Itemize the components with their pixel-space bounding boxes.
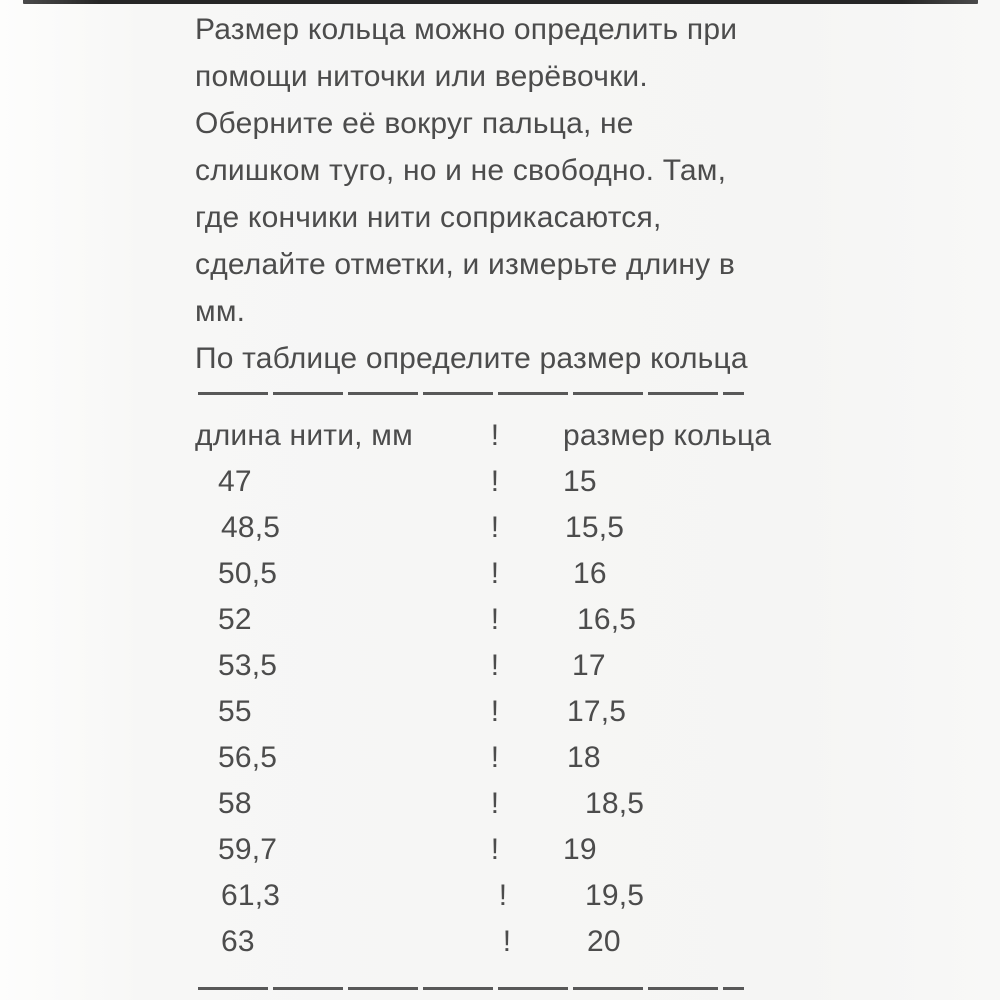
table-row (195, 735, 835, 781)
separator-cell: ! (490, 695, 500, 728)
table-row (195, 873, 835, 919)
paragraph-line: слишком туго, но и не свободно. Там, (195, 154, 727, 187)
table-row (195, 827, 835, 873)
ring-size-table (195, 413, 835, 965)
ring-size-cell: 18,5 (585, 787, 645, 820)
paragraph-line: Размер кольца можно определить при (195, 13, 738, 46)
table-row (195, 781, 835, 827)
paragraph-line: где кончики нити соприкасаются, (195, 201, 662, 234)
ring-size-cell: 17 (572, 649, 606, 682)
paragraph-line: помощи ниточки или верёвочки. (195, 60, 648, 93)
thread-length-cell: 61,3 (221, 879, 281, 912)
separator-cell: ! (490, 741, 500, 774)
thread-length-cell: 47 (218, 465, 252, 498)
table-row (195, 919, 835, 965)
separator-cell: ! (490, 649, 500, 682)
divider-line-bottom (198, 987, 744, 990)
separator-cell: ! (502, 925, 512, 958)
divider-line-top (198, 392, 744, 395)
thread-length-cell: 50,5 (218, 557, 278, 590)
thread-length-cell: 58 (218, 787, 252, 820)
thread-length-header: длина нити, мм (195, 419, 413, 452)
thread-length-cell: 48,5 (221, 511, 281, 544)
thread-length-cell: 55 (218, 695, 252, 728)
ring-size-cell: 19 (563, 833, 597, 866)
top-edge-bar (23, 0, 978, 4)
table-row (195, 643, 835, 689)
separator-cell: ! (498, 879, 508, 912)
paragraph-line: мм. (195, 295, 246, 328)
table-body (195, 459, 835, 965)
ring-size-cell: 15,5 (565, 511, 625, 544)
ring-size-cell: 15 (563, 465, 597, 498)
table-row (195, 551, 835, 597)
paragraph-line: сделайте отметки, и измерьте длину в (195, 248, 736, 281)
ring-size-instructions (195, 6, 835, 990)
ring-size-cell: 20 (587, 925, 621, 958)
thread-length-cell: 53,5 (218, 649, 278, 682)
thread-length-cell: 52 (218, 603, 252, 636)
table-row (195, 459, 835, 505)
thread-length-cell: 59,7 (218, 833, 278, 866)
separator-cell: ! (490, 833, 500, 866)
column-separator: ! (490, 419, 500, 452)
separator-cell: ! (490, 787, 500, 820)
instructions-paragraph (195, 6, 835, 382)
separator-cell: ! (490, 465, 500, 498)
table-header-row (195, 413, 835, 459)
ring-size-cell: 18 (567, 741, 601, 774)
ring-size-cell: 19,5 (585, 879, 645, 912)
thread-length-cell: 56,5 (218, 741, 278, 774)
table-row (195, 597, 835, 643)
ring-size-header: размер кольца (563, 419, 772, 452)
separator-cell: ! (490, 603, 500, 636)
separator-cell: ! (490, 511, 500, 544)
paragraph-line: По таблице определите размер кольца (195, 342, 748, 375)
paragraph-line: Оберните её вокруг пальца, не (195, 107, 634, 140)
ring-size-cell: 16,5 (577, 603, 637, 636)
table-row (195, 505, 835, 551)
table-row (195, 689, 835, 735)
separator-cell: ! (490, 557, 500, 590)
ring-size-cell: 16 (573, 557, 607, 590)
ring-size-cell: 17,5 (567, 695, 627, 728)
thread-length-cell: 63 (221, 925, 255, 958)
